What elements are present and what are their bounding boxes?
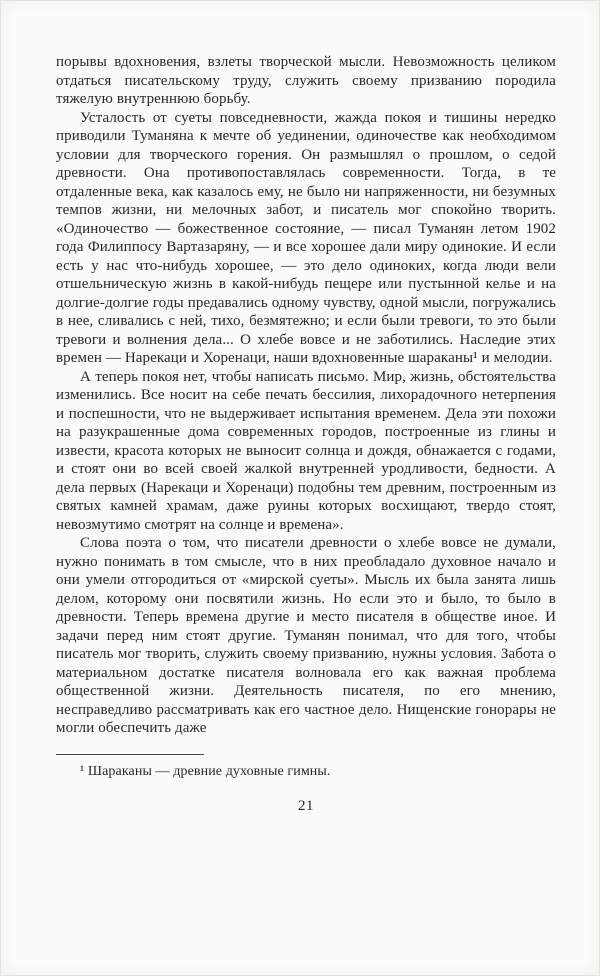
- paragraph: Усталость от суеты повседневности, жажда покоя и тишины нередко приводили Туманяна к мечте об уединении, одиночестве как необходимом условии для творческого горения. Он размышлял о прошлом, о седой древности. Она противопоставлялась современности. Тогда, в те отдаленные века, как казалось ему, не было ни напряженности, ни безумных темпов жизни, ни мелочных забот, и писатель мог спокойно творить. «Одиночество — божественное состояние, — писал Туманян летом 1902 года Филиппосу Вартазаряну, — и все хорошее дали миру одинокие. И если есть у нас что-нибудь хорошее, — это дело одиноких, когда люди вели отшельническую жизнь в какой-нибудь пещере или пустынной келье и на долгие-долгие годы предавались одному чувству, одной мысли, погружались в нее, сливались с ней, тихо, безмятежно; и если были тревоги, то это были тревоги и волнения дела... О хлебе вовсе и не заботились. Наследие этих времен — Нарекаци и Хоренаци, наши вдохновенные шараканы¹ и мелодии.: [56, 109, 556, 366]
- paragraph: Слова поэта о том, что писатели древности о хлебе вовсе не думали, нужно понимать в том смысле, что в них преобладало духовное начало и они умели отгородиться от «мирской суеты». Мысль их была занята лишь делом, которому они посвятили жизнь. Но если это и было, то было в древности. Теперь времена другие и место писателя в обществе иное. И задачи перед ним стоят другие. Туманян понимал, что для того, чтобы писатель мог творить, служить своему призванию, нужны условия. Забота о материальном достатке писателя волновала его как важная проблема общественной жизни. Деятельность писателя, по его мнению, несправедливо рассматривать как его частное дело. Нищенские гонорары не могли обеспечить даже: [56, 535, 556, 736]
- paragraph-continuation: порывы вдохновения, взлеты творческой мысли. Невозможность целиком отдаться писательскому труду, служить своему призванию породила тяжелую внутреннюю борьбу.: [56, 54, 556, 107]
- paragraph: А теперь покоя нет, чтобы написать письмо. Мир, жизнь, обстоятельства изменились. Все носит на себе печать бессилия, лихорадочного нетерпения и поспешности, что не выдерживает испытания временем. Дела эти похожи на разукрашенные дома современных городов, построенные из глины и извести, красота которых не выносит солнца и дождя, обнажается с годами, и стоят они во всей своей жалкой внутренней уродливости, бедности. А дела первых (Нарекаци и Хоренаци) подобны тем древним, построенным из святых камней храмам, даже руины которых восхищают, твердо стоят, невозмутимо смотрят на солнце и времена».: [56, 368, 556, 533]
- page-number: 21: [298, 797, 314, 814]
- footnote-rule: [56, 754, 204, 755]
- footnote: ¹ Шараканы — древние духовные гимны.: [80, 763, 331, 779]
- body-text-column: [56, 53, 556, 815]
